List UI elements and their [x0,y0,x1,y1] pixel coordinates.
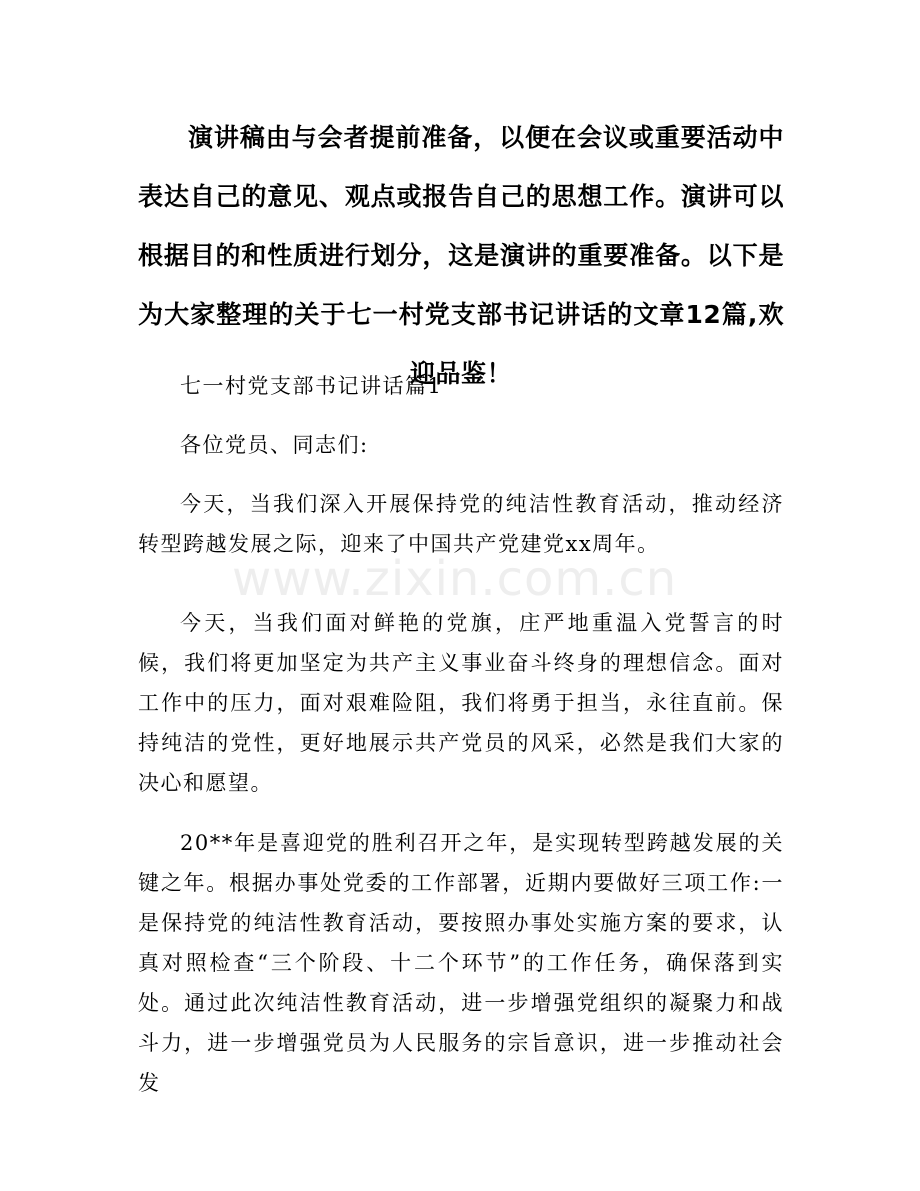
salutation: 各位党员、同志们: [180,433,369,457]
paragraph-2: 今天，当我们面对鲜艳的党旗，庄严地重温入党誓言的时候，我们将更加坚定为共产主义事业奋斗终身的理想信念。面对工作中的压力，面对艰难险阻，我们将勇于担当，永往直前。保持纯洁的党性，更好地展示共产党员的风采，必然是我们大家的决心和愿望。 [138,611,784,795]
paragraph-1: 今天，当我们深入开展保持党的纯洁性教育活动，推动经济转型跨越发展之际，迎来了中国共产党建党xx周年。 [138,492,784,556]
watermark: www.zixin.com.cn [232,551,678,607]
intro-paragraph: 演讲稿由与会者提前准备，以便在会议或重要活动中表达自己的意见、观点或报告自己的思想工作。演讲可以根据目的和性质进行划分，这是演讲的重要准备。以下是为大家整理的关于七一村党支部书记讲话的文章12篇,欢迎品鉴！ [138,123,784,388]
paragraph-3: 20**年是喜迎党的胜利召开之年，是实现转型跨越发展的关键之年。根据办事处党委的工作部署，近期内要做好三项工作:一是保持党的纯洁性教育活动，要按照办事处实施方案的要求，认真对照检查“三个阶段、十二个环节”的工作任务，确保落到实处。通过此次纯洁性教育活动，进一步增强党组织的凝聚力和战斗力，进一步增强党员为人民服务的宗旨意识，进一步推动社会发 [138,831,784,1095]
section-title: 七一村党支部书记讲话篇1 [180,374,443,398]
